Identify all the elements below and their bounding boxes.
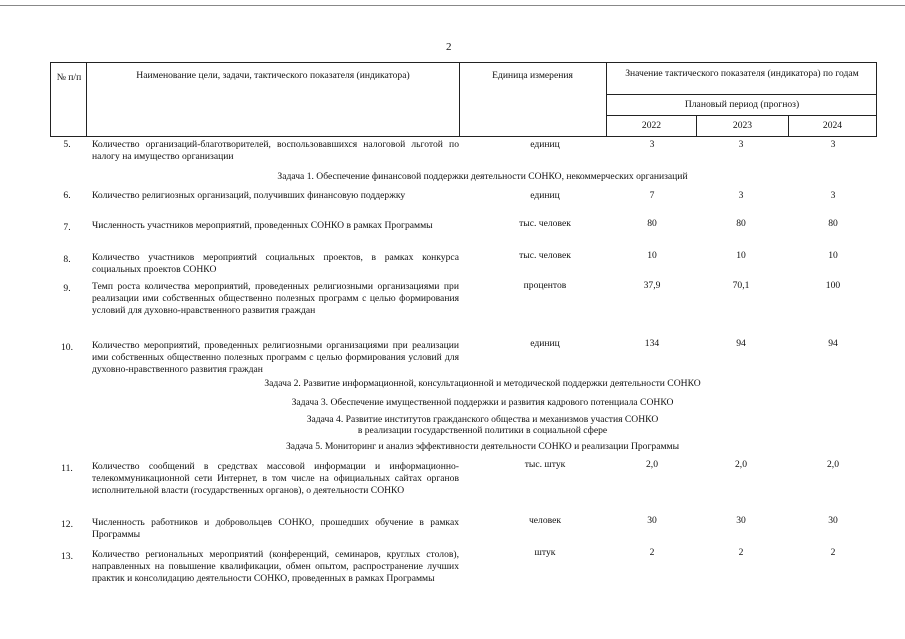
header-num: № п/п — [56, 72, 82, 83]
top-rule — [0, 5, 905, 6]
task-heading: Задача 1. Обеспечение финансовой поддержки деятельности СОНКО, некоммерческих организаций — [277, 171, 688, 182]
row-unit: штук — [534, 547, 556, 558]
row-value-2023: 94 — [736, 338, 746, 349]
row-unit: человек — [528, 515, 562, 526]
row-number: 11. — [61, 463, 73, 474]
row-name: Количество религиозных организаций, получивших финансовую поддержку — [92, 190, 406, 201]
task-heading: в реализации государственной политики в социальной сфере — [357, 425, 608, 436]
row-unit: тыс. штук — [524, 459, 566, 470]
row-value-2022: 7 — [649, 190, 655, 201]
row-value-2024: 10 — [828, 250, 838, 261]
row-name: Количество сообщений в средствах массовой информации и информационно-телекоммуникационной сети Интернет, в том числе на официальных сайтах органов исполнительной власти (государственных органов), о деятельности СОНКО — [92, 461, 459, 496]
row-unit: тыс. человек — [519, 250, 571, 261]
row-value-2022: 134 — [644, 338, 660, 349]
row-name: Численность участников мероприятий, проведенных СОНКО в рамках Программы — [92, 220, 433, 231]
row-value-2022: 3 — [649, 139, 655, 150]
row-unit: единиц — [530, 338, 560, 349]
row-name: Темп роста количества мероприятий, проведенных религиозными организациями при реализации ими собственных общественно полезных программ с целью формирования условий для духовно-нравственного развития граждан — [92, 281, 459, 316]
row-value-2024: 3 — [830, 139, 836, 150]
row-value-2024: 100 — [825, 280, 841, 291]
row-unit: единиц — [530, 139, 560, 150]
row-unit: тыс. человек — [519, 218, 571, 229]
row-value-2024: 2 — [830, 547, 836, 558]
row-value-2024: 3 — [830, 190, 836, 201]
row-name: Численность работников и добровольцев СОНКО, прошедших обучение в рамках Программы — [92, 517, 459, 540]
row-number: 9. — [63, 283, 71, 294]
row-number: 10. — [61, 342, 73, 353]
row-value-2023: 3 — [738, 139, 744, 150]
header-year-2022: 2022 — [641, 120, 662, 131]
row-value-2023: 80 — [736, 218, 746, 229]
row-value-2022: 10 — [647, 250, 657, 261]
header-year-2023: 2023 — [732, 120, 753, 131]
row-value-2022: 80 — [647, 218, 657, 229]
task-heading: Задача 2. Развитие информационной, консультационной и методической поддержки деятельности СОНКО — [264, 378, 701, 389]
row-name: Количество региональных мероприятий (конференций, семинаров, круглых столов), направленных на повышение квалификации, обмен опытом, распространение лучших практик и консолидацию деятельности СОНКО, проведенных в рамках Программы — [92, 549, 459, 584]
row-number: 6. — [63, 190, 71, 201]
table-header — [50, 62, 877, 137]
row-value-2023: 2 — [738, 547, 744, 558]
task-heading: Задача 3. Обеспечение имущественной поддержки и развития кадрового потенциала СОНКО — [291, 397, 674, 408]
row-value-2022: 30 — [647, 515, 657, 526]
row-value-2024: 2,0 — [827, 459, 839, 470]
row-value-2023: 3 — [738, 190, 744, 201]
header-unit: Единица измерения — [492, 70, 573, 81]
row-value-2023: 10 — [736, 250, 746, 261]
row-value-2023: 2,0 — [735, 459, 747, 470]
header-year-2024: 2024 — [822, 120, 843, 131]
row-number: 7. — [63, 222, 71, 233]
row-number: 13. — [61, 551, 73, 562]
row-number: 5. — [63, 139, 71, 150]
row-name: Количество участников мероприятий социальных проектов, в рамках конкурса социальных проектов СОНКО — [92, 252, 459, 275]
row-unit: процентов — [523, 280, 567, 291]
task-heading: Задача 5. Мониторинг и анализ эффективности деятельности СОНКО и реализации Программы — [285, 441, 680, 452]
row-value-2023: 70,1 — [732, 280, 750, 291]
page-number: 2 — [446, 41, 452, 53]
row-value-2022: 2 — [649, 547, 655, 558]
row-value-2022: 37,9 — [643, 280, 661, 291]
row-value-2022: 2,0 — [646, 459, 658, 470]
row-name: Количество мероприятий, проведенных религиозными организациями при реализации ими собственных общественно полезных программ с целью формирования условий для духовно-нравственного развития граждан — [92, 340, 459, 375]
header-period: Плановый период (прогноз) — [684, 99, 800, 110]
row-number: 12. — [61, 519, 73, 530]
header-name: Наименование цели, задачи, тактического показателя (индикатора) — [136, 70, 410, 81]
row-value-2024: 94 — [828, 338, 838, 349]
row-value-2023: 30 — [736, 515, 746, 526]
row-number: 8. — [63, 254, 71, 265]
row-value-2024: 30 — [828, 515, 838, 526]
row-value-2024: 80 — [828, 218, 838, 229]
header-value: Значение тактического показателя (индикатора) по годам — [625, 68, 859, 79]
row-name: Количество организаций-благотворителей, воспользовавшихся налоговой льготой по налогу на имущество организации — [92, 139, 459, 162]
row-unit: единиц — [530, 190, 560, 201]
task-heading: Задача 4. Развитие институтов гражданского общества и механизмов участия СОНКО — [306, 414, 659, 425]
